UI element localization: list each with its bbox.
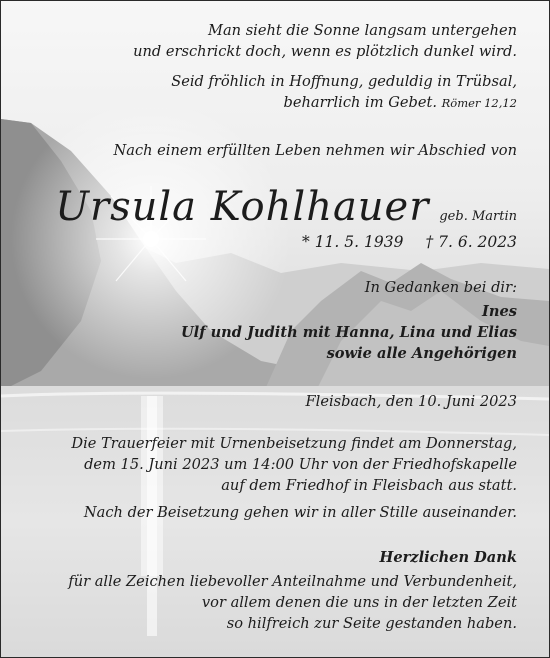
verse-reference: Römer 12,12 bbox=[441, 96, 517, 110]
mourners bbox=[181, 277, 517, 364]
thanks-line: vor allem denen die uns in der letzten Zeit bbox=[201, 594, 517, 611]
verse-line-text: beharrlich im Gebet. bbox=[283, 94, 437, 111]
death-date: † 7. 6. 2023 bbox=[425, 233, 517, 251]
maiden-name: geb. Martin bbox=[439, 209, 517, 224]
funeral-line: Die Trauerfeier mit Urnenbeisetzung findet am Donnerstag, bbox=[71, 435, 517, 452]
deceased-name-row bbox=[55, 185, 517, 229]
deceased-name: Ursula Kohlhauer bbox=[55, 184, 430, 230]
funeral-line: auf dem Friedhof in Fleisbach aus statt. bbox=[221, 477, 517, 494]
thanks-line: für alle Zeichen liebevoller Anteilnahme und Verbundenheit, bbox=[68, 573, 517, 590]
mourner-line: Ines bbox=[482, 303, 517, 320]
farewell-intro: Nach einem erfüllten Leben nehmen wir Abschied von bbox=[113, 142, 517, 159]
motto-line: und erschrickt doch, wenn es plötzlich dunkel wird. bbox=[133, 43, 517, 60]
thanks bbox=[68, 547, 517, 634]
birth-date: * 11. 5. 1939 bbox=[302, 233, 404, 251]
thanks-heading: Herzlichen Dank bbox=[379, 549, 517, 566]
thanks-line: so hilfreich zur Seite gestanden haben. bbox=[226, 615, 517, 632]
mourners-heading: In Gedanken bei dir: bbox=[364, 279, 517, 296]
funeral-info bbox=[71, 433, 517, 523]
verse-line bbox=[171, 92, 517, 114]
motto bbox=[133, 20, 517, 62]
funeral-after-line: Nach der Beisetzung gehen wir in aller Stille auseinander. bbox=[83, 504, 517, 521]
bible-verse bbox=[171, 71, 517, 114]
motto-line: Man sieht die Sonne langsam untergehen bbox=[208, 22, 517, 39]
verse-line: Seid fröhlich in Hoffnung, geduldig in Trübsal, bbox=[171, 73, 517, 90]
mourner-line: Ulf und Judith mit Hanna, Lina und Elias bbox=[180, 324, 517, 341]
place-date: Fleisbach, den 10. Juni 2023 bbox=[305, 393, 517, 410]
funeral-line: dem 15. Juni 2023 um 14:00 Uhr von der Friedhofskapelle bbox=[84, 456, 517, 473]
mourner-line: sowie alle Angehörigen bbox=[326, 345, 517, 362]
life-dates bbox=[302, 233, 517, 251]
